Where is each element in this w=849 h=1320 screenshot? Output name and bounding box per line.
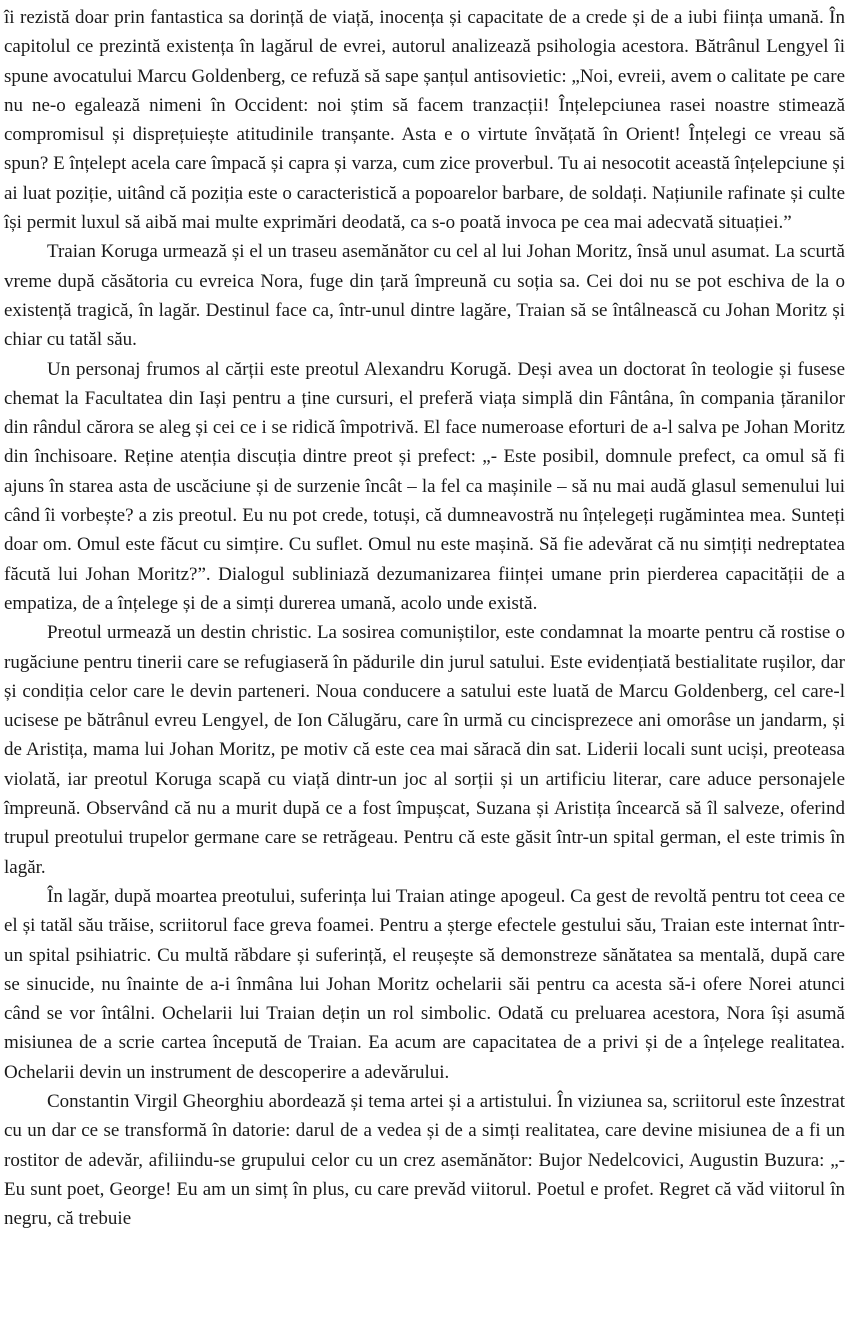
paragraph-traian-koruga: Traian Koruga urmează și el un traseu asemănător cu cel al lui Johan Moritz, însă unul asumat. La scurtă vreme după căsătoria cu evreica Nora, fuge din țară împreună cu soția sa. Cei doi nu se pot eschiva de la o existență tragică, în lagăr. Destinul face ca, într-unul dintre lagăre, Traian să se întâlnească cu Johan Moritz și chiar cu tatăl său. [4,241,845,351]
paragraph-arta-artistului: Constantin Virgil Gheorghiu abordează și tema artei și a artistului. În viziunea sa, scriitorul este înzestrat cu un dar ce se transformă în datorie: darul de a vedea și de a simți realitatea, care devine misiunea de a fi un rostitor de adevăr, afiliindu-se grupului celor cu un crez asemănător: Bujor Nedelcovici, Augustin Buzura: „-Eu sunt poet, George! Eu am un simț în plus, cu care prevăd viitorul. Poetul e profet. Regret că văd viitorul în negru, că trebuie [4,1090,845,1230]
paragraph-destin-christic: Preotul urmează un destin christic. La sosirea comuniștilor, este condamnat la moarte pentru că rostise o rugăciune pentru tinerii care se refugiaseră în pădurile din jurul satului. Este evidențiată bestialitate rușilor, dar și condiția celor care le devin parteneri. Noua conducere a satului este luată de Marcu Goldenberg, cel care-l ucisese pe bătrânul evreu Lengyel, de Ion Călugăru, care în urmă cu cincisprezece ani omorâse un jandarm, și de Aristița, mama lui Johan Moritz, pe motiv că este cea mai săracă din sat. Liderii locali sunt uciși, preoteasa violată, iar preotul Koruga scapă cu viață dintr-un joc al sorții și un artificiu literar, care aduce personajele împreună. Observând că nu a murit după ce a fost împușcat, Suzana și Aristița încearcă să îl salveze, oferind trupul preotului trupelor germane care se retrăgeau. Pentru că este găsit într-un spital german, el este trimis în lagăr. [4,622,845,878]
paragraph-preotul-koruga: Un personaj frumos al cărții este preotul Alexandru Korugă. Deși avea un doctorat în teologie și fusese chemat la Facultatea din Iași pentru a ține cursuri, el preferă viața simplă din Fântâna, în compania țăranilor din rândul cărora se aleg și cei ce i se ridică împotrivă. El face numeroase eforturi de a-l salva pe Johan Moritz din închisoare. Reține atenția discuția dintre preot și prefect: „- Este posibil, domnule prefect, ca omul să fi ajuns în starea asta de uscăciune și de surzenie încât – la fel ca mașinile – să nu mai audă glasul semenului lui când îi vorbește? a zis preotul. Eu nu pot crede, totuși, că dumneavostră nu înțelegeți rugămintea mea. Sunteți doar om. Omul este făcut cu simțire. Cu suflet. Omul nu este mașină. Să fie adevărat că nu simțiți nedreptatea făcută lui Johan Moritz?”. Dialogul subliniază dezumanizarea ființei umane prin pierderea capacității de a empatiza, de a înțelege și de a simți durerea umană, acolo unde există. [4,358,845,614]
paragraph-lagar-traian: În lagăr, după moartea preotului, suferința lui Traian atinge apogeul. Ca gest de revoltă pentru tot ceea ce el și tatăl său trăise, scriitorul face greva foamei. Pentru a șterge efectele gestului său, Traian este internat într-un spital psihiatric. Cu multă răbdare și suferință, el reușește să demonstreze sănătatea sa mentală, după care se sinucide, nu înainte de a-i înmâna lui Johan Moritz ochelarii săi pentru ca acesta să-i ofere Norei atunci când se vor întâlni. Ochelarii lui Traian dețin un rol simbolic. Odată cu preluarea acestora, Nora își asumă misiunea de a scrie cartea începută de Traian. Ea acum are capacitatea de a privi și de a înțelege realitatea. Ochelarii devin un instrument de descoperire a adevărului. [4,885,846,1083]
paragraph-lengyel-quote: îi rezistă doar prin fantastica sa dorință de viață, inocența și capacitate de a crede și de a iubi ființa umană. În capitolul ce prezintă existența în lagărul de evrei, autorul analizează psihologia acestora. Bătrânul Lengyel îi spune avocatului Marcu Goldenberg, ce refuză să sape șanțul antisovietic: „Noi, evreii, avem o calitate pe care nu ne-o egalează nimeni în Occident: noi știm să facem tranzacții! Înțelepciunea rasei noastre stimează compromisul și disprețuiește atitudinile tranșante. Asta e o virtute învățată în Orient! Înțelegi ce vreau să spun? E înțelept acela care împacă și capra și varza, cum zice proverbul. Tu ai nesocotit această înțelepciune și ai luat poziție, uitând că poziția este o caracteristică a popoarelor barbare, de soldați. Națiunile rafinate și culte își permit luxul să aibă mai multe exprimări deodată, ca s-o poată invoca pe cea mai adecvată situației.” [4,7,845,234]
